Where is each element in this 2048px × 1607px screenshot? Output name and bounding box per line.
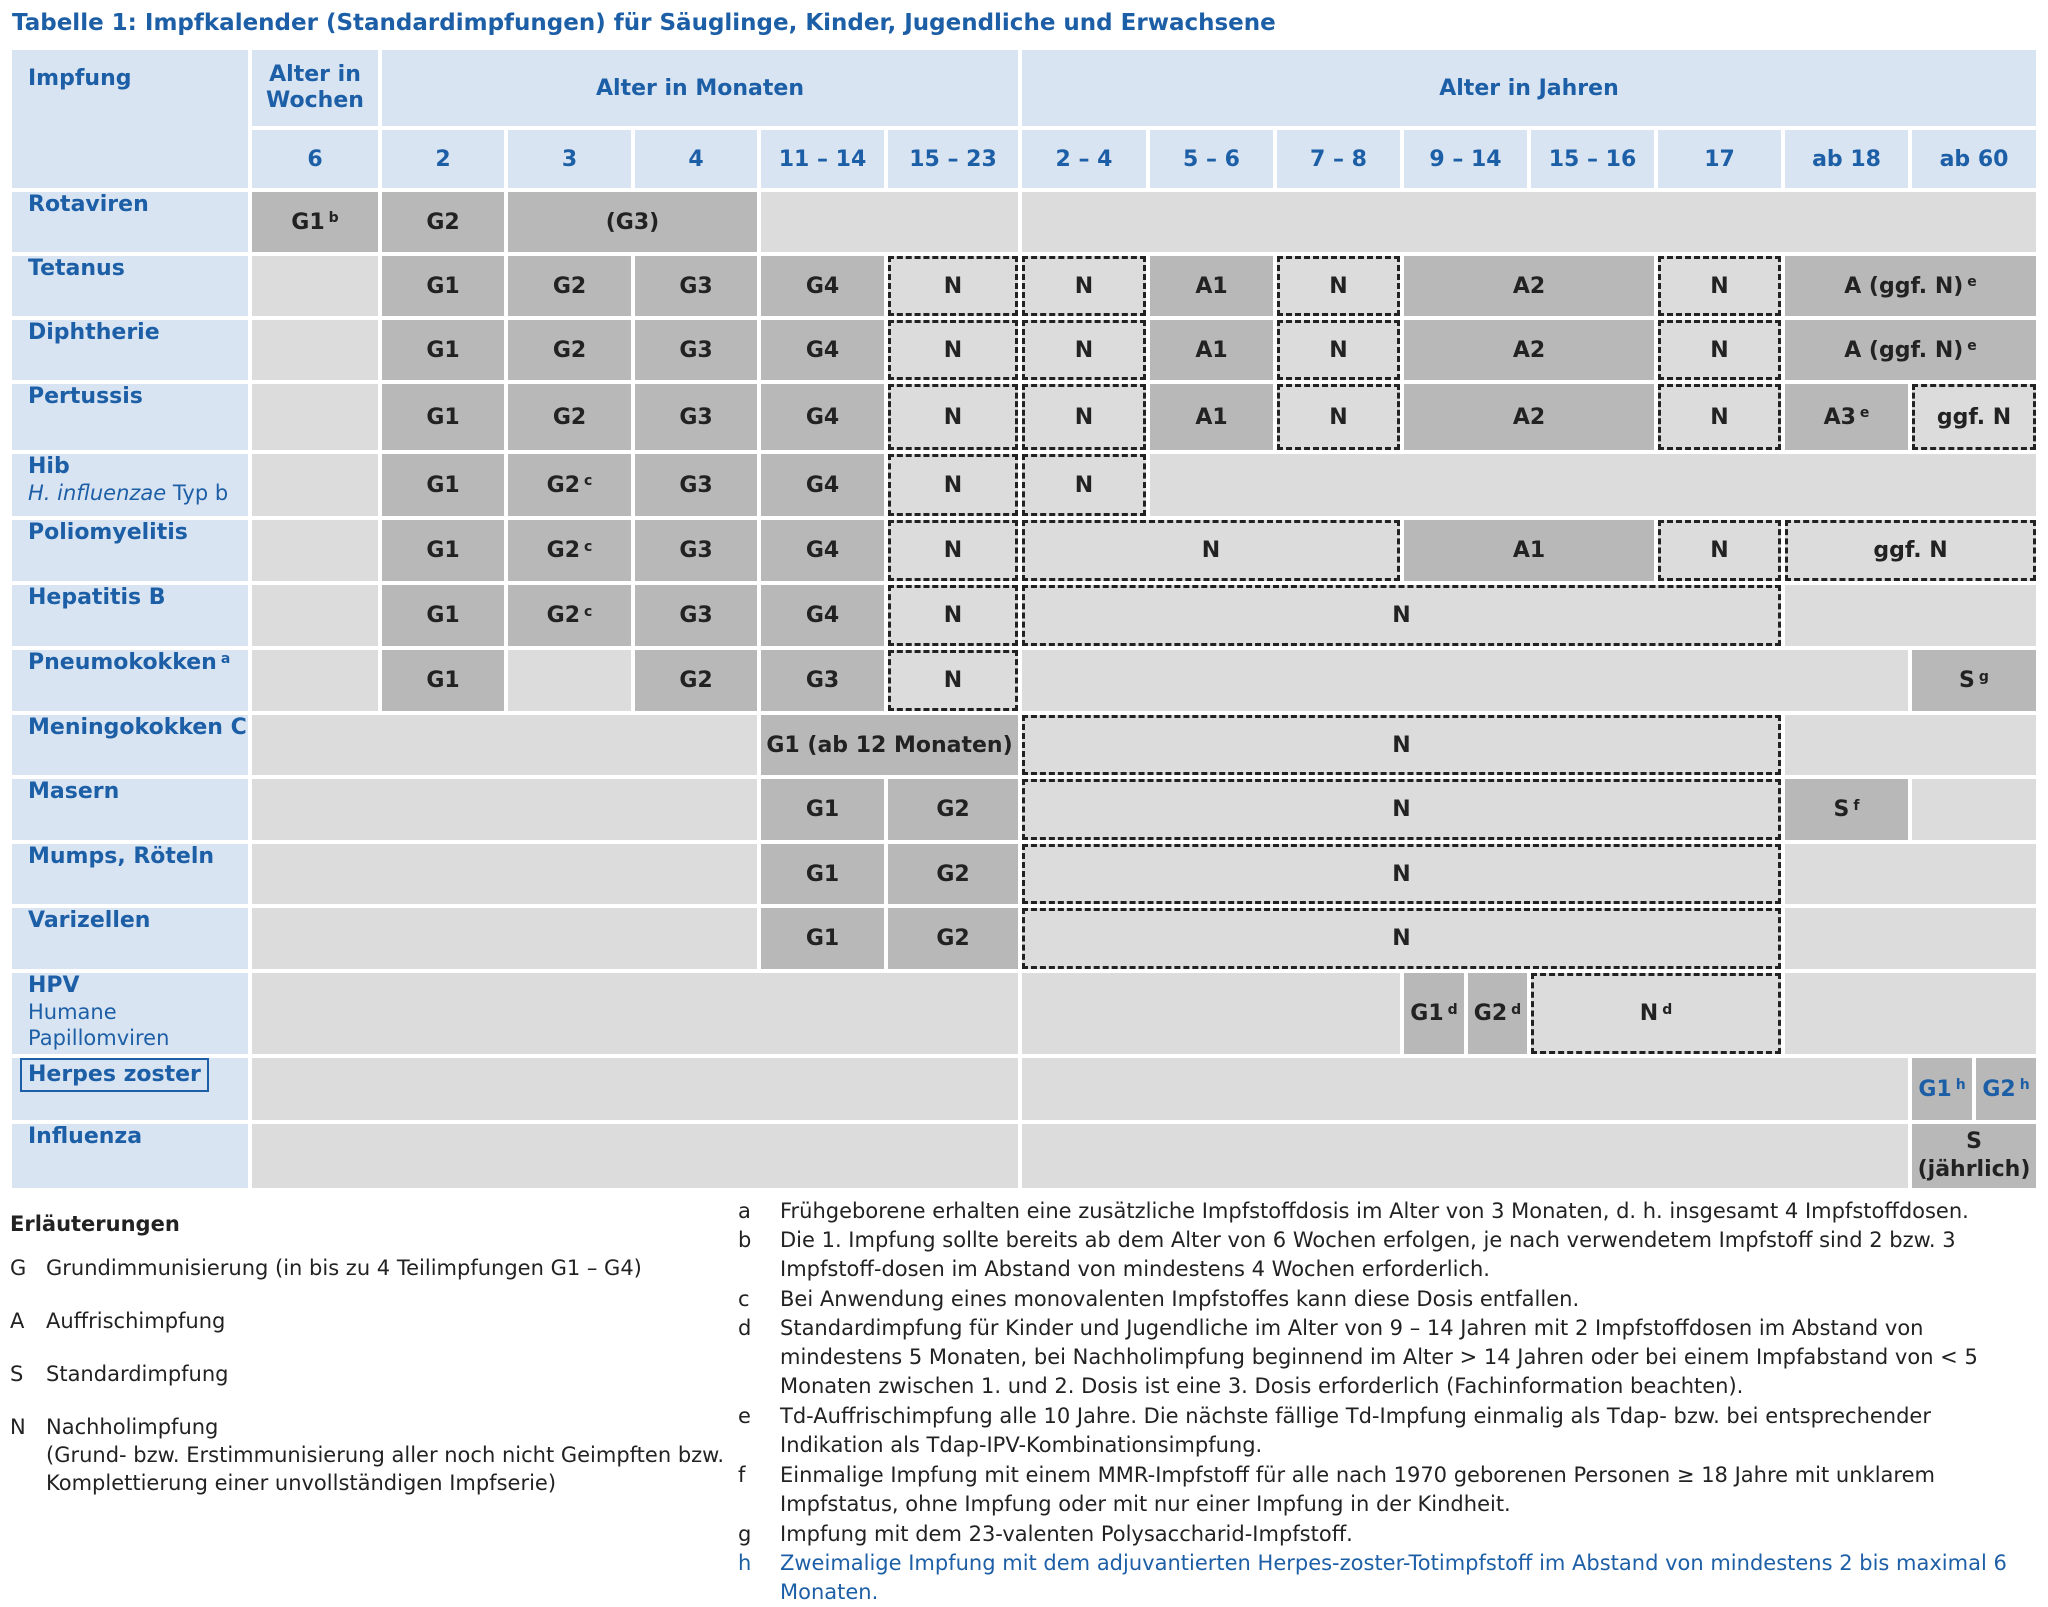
catchup-cell: N	[888, 520, 1018, 581]
dose-cell: G4	[761, 320, 884, 380]
dose-cell: G1 $^b$	[252, 192, 378, 252]
empty-cell	[1785, 715, 2036, 775]
explanations-heading: Erläuterungen	[10, 1212, 180, 1236]
dose-cell: A (ggf. N) $^e$	[1785, 256, 2036, 316]
header-age-column: 15 – 23	[888, 130, 1018, 188]
empty-cell	[252, 256, 378, 316]
empty-cell	[1022, 1124, 1908, 1188]
dose-cell: A (ggf. N) $^e$	[1785, 320, 2036, 380]
empty-cell	[252, 585, 378, 646]
empty-cell	[1785, 908, 2036, 969]
dose-cell: G3	[635, 256, 757, 316]
row-label: Tetanus	[12, 256, 248, 316]
row-label: Mumps, Röteln	[12, 844, 248, 904]
dose-cell: G2 $^h$	[1976, 1058, 2036, 1120]
dose-cell: G1	[382, 320, 504, 380]
empty-cell	[252, 320, 378, 380]
row-label: Diphtherie	[12, 320, 248, 380]
dose-cell: S (jährlich)	[1912, 1124, 2036, 1188]
dose-cell: G1	[382, 256, 504, 316]
dose-cell: A1	[1404, 520, 1654, 581]
row-label: Influenza	[12, 1124, 248, 1188]
dose-cell: G4	[761, 585, 884, 646]
header-age-column: 4	[635, 130, 757, 188]
footnote: c Bei Anwendung eines monovalenten Impfstoffes kann diese Dosis entfallen.	[738, 1287, 1580, 1311]
header-weeks-group: Alter in Wochen	[252, 50, 378, 126]
dose-cell: G1 (ab 12 Monaten)	[761, 715, 1018, 775]
header-impfung: Impfung	[12, 50, 248, 188]
empty-cell	[1022, 973, 1400, 1054]
empty-cell	[761, 192, 1018, 252]
empty-cell	[1150, 454, 2036, 516]
dose-cell: A2	[1404, 320, 1654, 380]
catchup-cell: N	[1658, 520, 1781, 581]
dose-cell: G2 $^d$	[1468, 973, 1527, 1054]
dose-cell: A1	[1150, 384, 1273, 450]
catchup-cell: ggf. N	[1912, 384, 2036, 450]
header-months-group: Alter in Monaten	[382, 50, 1018, 126]
row-label: Poliomyelitis	[12, 520, 248, 581]
dose-cell: G2	[508, 256, 631, 316]
catchup-cell: N	[1277, 256, 1400, 316]
empty-cell	[252, 908, 757, 969]
catchup-cell: N	[1658, 384, 1781, 450]
footnote: g Impfung mit dem 23-valenten Polysaccharid-Impfstoff.	[738, 1522, 1353, 1546]
header-age-column: 3	[508, 130, 631, 188]
dose-cell: G2 $^c$	[508, 520, 631, 581]
row-label: Masern	[12, 779, 248, 840]
dose-cell: G1	[761, 844, 884, 904]
dose-cell: (G3)	[508, 192, 757, 252]
catchup-cell: N	[1022, 454, 1146, 516]
empty-cell	[252, 779, 757, 840]
header-age-column: 2	[382, 130, 504, 188]
footnote: a Frühgeborene erhalten eine zusätzliche Impfstoffdosis im Alter von 3 Monaten, d. h. insgesamt 4 Impfstoffdosen.	[738, 1199, 1969, 1223]
empty-cell	[1912, 779, 2036, 840]
dose-cell: G1	[382, 384, 504, 450]
dose-cell: G1	[382, 454, 504, 516]
footnote: f Einmalige Impfung mit einem MMR-Impfstoff für alle nach 1970 geborenen Personen ≥ 18 Jahre mit unklarem Impfstatus, ohne Impfung oder mit nur einer Impfung in der Kindheit.	[738, 1463, 1935, 1516]
dose-cell: G3	[635, 454, 757, 516]
empty-cell	[252, 973, 1018, 1054]
row-label: Pneumokokken $^a$	[12, 650, 248, 711]
dose-cell: A1	[1150, 256, 1273, 316]
dose-cell: A1	[1150, 320, 1273, 380]
legend-item: S Standardimpfung	[10, 1362, 229, 1386]
dose-cell: G1 $^d$	[1404, 973, 1464, 1054]
dose-cell: A2	[1404, 384, 1654, 450]
legend-item: N Nachholimpfung (Grund- bzw. Erstimmunisierung aller noch nicht Geimpften bzw. Komplettierung einer unvollständigen Impfserie)	[10, 1415, 725, 1495]
dose-cell: G2	[888, 844, 1018, 904]
catchup-cell: N	[1022, 320, 1146, 380]
dose-cell: G4	[761, 454, 884, 516]
row-label: Hib H. influenzae Typ b	[12, 454, 248, 516]
row-label: Hepatitis B	[12, 585, 248, 646]
dose-cell: S $^g$	[1912, 650, 2036, 711]
dose-cell: G3	[635, 384, 757, 450]
empty-cell	[252, 1058, 1018, 1120]
catchup-cell: N	[888, 454, 1018, 516]
catchup-cell: N $^d$	[1531, 973, 1781, 1054]
dose-cell: G3	[635, 585, 757, 646]
catchup-cell: N	[1022, 908, 1781, 969]
dose-cell: G4	[761, 384, 884, 450]
catchup-cell: N	[888, 256, 1018, 316]
dose-cell: G2 $^c$	[508, 585, 631, 646]
dose-cell: A3 $^e$	[1785, 384, 1908, 450]
header-age-column: ab 60	[1912, 130, 2036, 188]
dose-cell: G2	[635, 650, 757, 711]
dose-cell: G4	[761, 256, 884, 316]
header-age-column: 11 – 14	[761, 130, 884, 188]
empty-cell	[252, 520, 378, 581]
catchup-cell: N	[888, 384, 1018, 450]
empty-cell	[252, 1124, 1018, 1188]
catchup-cell: N	[1022, 779, 1781, 840]
dose-cell: G4	[761, 520, 884, 581]
empty-cell	[252, 650, 378, 711]
footnote: d Standardimpfung für Kinder und Jugendliche im Alter von 9 – 14 Jahren mit 2 Impfstoffdosen im Abstand von mindestens 5 Monaten, bei Nachholimpfung beginnend im Alter > 14 Jahren oder bei einem Impfabstand von < 5 Monaten zwischen 1. und 2. Dosis ist eine 3. Dosis erforderlich (Fachinformation beachten).	[738, 1316, 1978, 1398]
catchup-cell: N	[1658, 320, 1781, 380]
dose-cell: G2	[382, 192, 504, 252]
row-label: HPV Humane Papillomviren	[12, 973, 248, 1054]
dose-cell: G2	[508, 384, 631, 450]
empty-cell	[1785, 585, 2036, 646]
empty-cell	[252, 844, 757, 904]
catchup-cell: N	[1022, 384, 1146, 450]
empty-cell	[1022, 192, 2036, 252]
legend-item: G Grundimmunisierung (in bis zu 4 Teilimpfungen G1 – G4)	[10, 1256, 642, 1280]
dose-cell: A2	[1404, 256, 1654, 316]
empty-cell	[1022, 1058, 1908, 1120]
header-age-column: 7 – 8	[1277, 130, 1400, 188]
catchup-cell: N	[1277, 384, 1400, 450]
header-age-column: 6	[252, 130, 378, 188]
empty-cell	[508, 650, 631, 711]
dose-cell: G3	[761, 650, 884, 711]
row-label: Pertussis	[12, 384, 248, 450]
footnote: h Zweimalige Impfung mit dem adjuvantierten Herpes-zoster-Totimpfstoff im Abstand von mindestens 2 bis maximal 6 Monaten.	[738, 1551, 2007, 1604]
catchup-cell: ggf. N	[1785, 520, 2036, 581]
catchup-cell: N	[1658, 256, 1781, 316]
dose-cell: G1	[382, 585, 504, 646]
row-label: Herpes zoster	[12, 1058, 248, 1120]
dose-cell: G3	[635, 320, 757, 380]
catchup-cell: N	[1022, 585, 1781, 646]
header-years-group: Alter in Jahren	[1022, 50, 2036, 126]
catchup-cell: N	[888, 320, 1018, 380]
dose-cell: G3	[635, 520, 757, 581]
catchup-cell: N	[1022, 715, 1781, 775]
dose-cell: S $^f$	[1785, 779, 1908, 840]
dose-cell: G1	[761, 779, 884, 840]
row-label: Meningokokken C	[12, 715, 248, 775]
dose-cell: G2	[888, 779, 1018, 840]
dose-cell: G1	[761, 908, 884, 969]
dose-cell: G2	[888, 908, 1018, 969]
footnote: e Td-Auffrischimpfung alle 10 Jahre. Die nächste fällige Td-Impfung einmalig als Tdap- bzw. bei entsprechender Indikation als Tdap-IPV-Kombinationsimpfung.	[738, 1404, 1931, 1457]
dose-cell: G2 $^c$	[508, 454, 631, 516]
row-label: Rotaviren	[12, 192, 248, 252]
catchup-cell: N	[1022, 256, 1146, 316]
dose-cell: G1	[382, 650, 504, 711]
footnote: b Die 1. Impfung sollte bereits ab dem Alter von 6 Wochen erfolgen, je nach verwendetem Impfstoff sind 2 bzw. 3 Impfstoff-dosen im Abstand von mindestens 4 Wochen erforderlich.	[738, 1228, 1956, 1281]
catchup-cell: N	[888, 650, 1018, 711]
row-label: Varizellen	[12, 908, 248, 969]
catchup-cell: N	[1277, 320, 1400, 380]
table-title: Tabelle 1: Impfkalender (Standardimpfungen) für Säuglinge, Kinder, Jugendliche und Erwachsene	[12, 10, 1276, 36]
header-age-column: 9 – 14	[1404, 130, 1527, 188]
empty-cell	[252, 715, 757, 775]
empty-cell	[252, 454, 378, 516]
header-age-column: 15 – 16	[1531, 130, 1654, 188]
dose-cell: G1 $^h$	[1912, 1058, 1972, 1120]
empty-cell	[1785, 844, 2036, 904]
empty-cell	[1785, 973, 2036, 1054]
header-age-column: 17	[1658, 130, 1781, 188]
header-age-column: ab 18	[1785, 130, 1908, 188]
catchup-cell: N	[1022, 844, 1781, 904]
header-age-column: 2 – 4	[1022, 130, 1146, 188]
dose-cell: G1	[382, 520, 504, 581]
legend-item: A Auffrischimpfung	[10, 1309, 226, 1333]
empty-cell	[1022, 650, 1908, 711]
catchup-cell: N	[1022, 520, 1400, 581]
header-age-column: 5 – 6	[1150, 130, 1273, 188]
catchup-cell: N	[888, 585, 1018, 646]
empty-cell	[252, 384, 378, 450]
dose-cell: G2	[508, 320, 631, 380]
